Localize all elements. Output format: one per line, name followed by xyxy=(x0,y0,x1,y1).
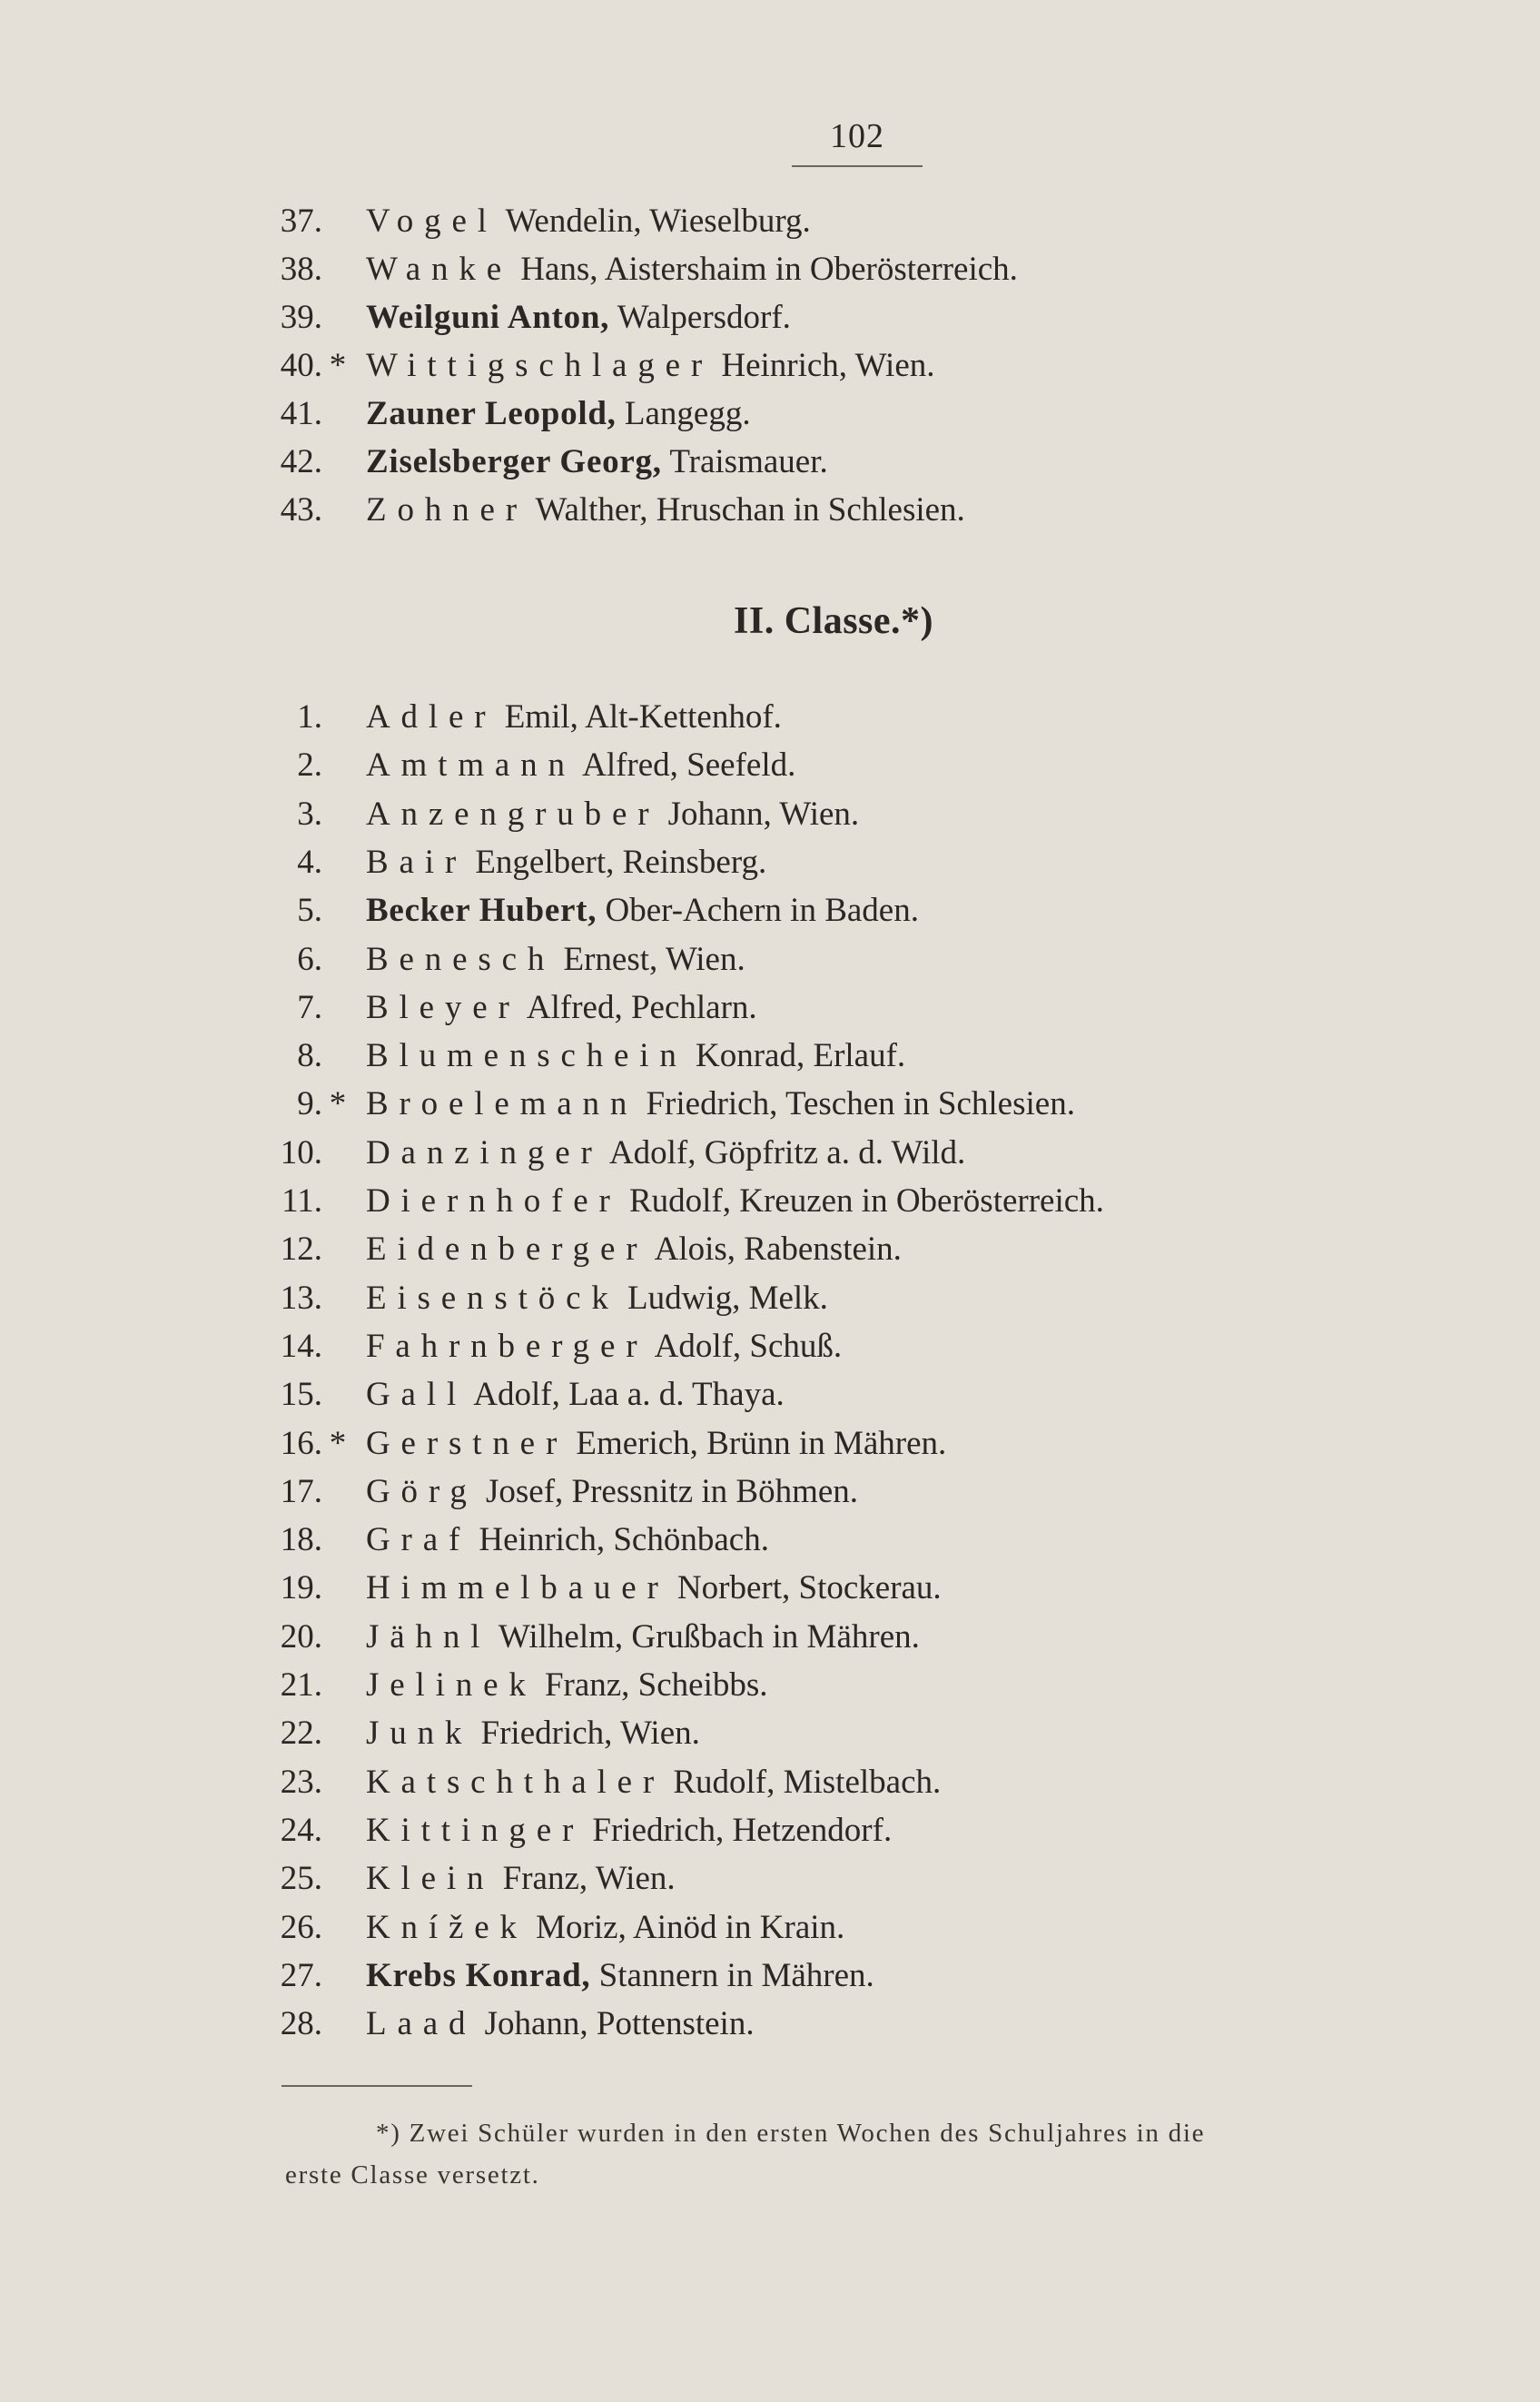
student-surname: Görg xyxy=(366,1472,478,1510)
student-surname: Jelinek xyxy=(366,1666,537,1704)
student-surname: Danzinger xyxy=(366,1133,603,1171)
page-number: 102 xyxy=(830,117,884,155)
entry-number: 6. xyxy=(297,940,322,978)
student-surname: Eisenstöck xyxy=(366,1279,619,1317)
entry-text xyxy=(366,791,859,838)
student-details: Friedrich, Wien. xyxy=(480,1715,700,1753)
student-details: Adolf, Göpfritz a. d. Wild. xyxy=(608,1133,966,1171)
entry-number: 14. xyxy=(280,1327,322,1365)
entry-text xyxy=(366,742,795,789)
entry-number: 4. xyxy=(297,843,322,881)
section-title: II. Classe.*) xyxy=(734,600,934,642)
student-surname: Graf xyxy=(366,1521,471,1559)
student-details: Josef, Pressnitz in Böhmen. xyxy=(485,1472,859,1510)
entry-text xyxy=(366,1178,1104,1225)
student-details: Walpersdorf. xyxy=(617,299,791,336)
student-surname: Becker Hubert, xyxy=(366,892,597,930)
entry-text xyxy=(366,887,919,934)
entry-number: 3. xyxy=(297,795,322,833)
student-details: Stannern in Mähren. xyxy=(598,1956,874,1994)
student-details: Ober-Achern in Baden. xyxy=(605,892,919,930)
entry-text xyxy=(366,1662,768,1709)
entry-number: 12. xyxy=(280,1231,322,1269)
entry-number: 28. xyxy=(280,2005,322,2043)
entry-text xyxy=(366,1468,858,1516)
student-surname: Vogel xyxy=(366,203,498,240)
entry-text xyxy=(366,694,782,741)
entry-text xyxy=(366,1710,700,1757)
entry-number: 15. xyxy=(280,1376,322,1414)
entry-text xyxy=(366,487,965,534)
entry-text xyxy=(366,1952,874,2000)
entry-text xyxy=(366,936,745,984)
footnote-line-2: erste Classe versetzt. xyxy=(285,2160,540,2189)
entry-text xyxy=(366,1759,941,1806)
student-details: Engelbert, Reinsberg. xyxy=(475,843,767,881)
student-details: Alois, Rabenstein. xyxy=(654,1231,902,1269)
student-surname: Krebs Konrad, xyxy=(366,1956,591,1994)
entry-number: 39. xyxy=(280,299,322,336)
entry-text xyxy=(366,839,766,886)
entry-text xyxy=(366,246,1018,293)
entry-number: 20. xyxy=(280,1617,322,1656)
footnote-rule xyxy=(281,2085,472,2087)
entry-number: 43. xyxy=(280,491,322,529)
entry-number: 42. xyxy=(280,443,322,480)
student-surname: Wanke xyxy=(366,251,513,288)
entry-text xyxy=(366,1565,942,1612)
student-surname: Eidenberger xyxy=(366,1231,648,1269)
student-details: Wendelin, Wieselburg. xyxy=(505,203,811,240)
student-surname: Anzengruber xyxy=(366,795,660,833)
entry-number: 26. xyxy=(280,1908,322,1946)
student-surname: Kittinger xyxy=(366,1811,585,1849)
entry-text xyxy=(366,1371,785,1418)
student-surname: Bair xyxy=(366,843,468,881)
entry-number: 27. xyxy=(280,1956,322,1994)
entry-number: 18. xyxy=(280,1521,322,1559)
student-details: Langegg. xyxy=(624,395,751,432)
footnote xyxy=(285,2112,1456,2196)
student-surname: Blumenschein xyxy=(366,1037,687,1075)
student-surname: Adler xyxy=(366,698,497,736)
student-details: Moriz, Ainöd in Krain. xyxy=(536,1908,845,1946)
footnote-line-1: *) Zwei Schüler wurden in den ersten Wochen des Schuljahres in die xyxy=(376,2119,1206,2148)
entry-text xyxy=(366,1855,676,1903)
student-surname: Gall xyxy=(366,1376,468,1414)
entry-text xyxy=(366,342,935,390)
entry-number: 25. xyxy=(280,1860,322,1898)
student-details: Heinrich, Wien. xyxy=(721,347,935,384)
student-surname: Himmelbauer xyxy=(366,1569,669,1607)
student-surname: Amtmann xyxy=(366,746,576,785)
student-details: Friedrich, Hetzendorf. xyxy=(592,1811,893,1849)
student-details: Heinrich, Schönbach. xyxy=(479,1521,769,1559)
entry-text xyxy=(366,439,828,486)
entry-number: 22. xyxy=(280,1715,322,1753)
entry-number: 2. xyxy=(297,746,322,785)
student-surname: Zauner Leopold, xyxy=(366,395,617,432)
student-surname: Weilguni Anton, xyxy=(366,299,610,336)
entry-marker: * xyxy=(329,1424,347,1462)
student-details: Walther, Hruschan in Schlesien. xyxy=(535,491,965,529)
student-details: Friedrich, Teschen in Schlesien. xyxy=(646,1085,1075,1123)
entry-text xyxy=(366,294,791,341)
entry-text xyxy=(366,1517,769,1564)
entry-number: 23. xyxy=(280,1763,322,1801)
student-details: Rudolf, Mistelbach. xyxy=(673,1763,942,1801)
entry-text xyxy=(366,1323,842,1370)
entry-text xyxy=(366,1420,946,1468)
student-surname: Junk xyxy=(366,1715,473,1753)
student-surname: Gerstner xyxy=(366,1424,568,1462)
entry-text xyxy=(366,390,751,438)
entry-text xyxy=(366,1226,902,1273)
entry-number: 10. xyxy=(280,1133,322,1171)
entry-number: 7. xyxy=(297,988,322,1026)
entry-number: 37. xyxy=(280,203,322,240)
student-surname: Katschthaler xyxy=(366,1763,666,1801)
student-surname: Laad xyxy=(366,2005,477,2043)
entry-text xyxy=(366,1130,965,1177)
student-details: Adolf, Laa a. d. Thaya. xyxy=(473,1376,785,1414)
student-surname: Diernhofer xyxy=(366,1182,621,1220)
student-surname: Fahrnberger xyxy=(366,1327,648,1365)
student-surname: Wittigschlager xyxy=(366,347,714,384)
student-details: Johann, Pottenstein. xyxy=(484,2005,755,2043)
student-surname: Benesch xyxy=(366,940,556,978)
student-details: Rudolf, Kreuzen in Oberösterreich. xyxy=(628,1182,1104,1220)
student-surname: Jähnl xyxy=(366,1617,491,1656)
student-surname: Knížek xyxy=(366,1908,528,1946)
entry-number: 38. xyxy=(280,251,322,288)
entry-number: 1. xyxy=(297,698,322,736)
entry-text xyxy=(366,1275,828,1322)
student-details: Konrad, Erlauf. xyxy=(696,1037,906,1075)
entry-number: 8. xyxy=(297,1037,322,1075)
entry-number: 13. xyxy=(280,1279,322,1317)
entry-text xyxy=(366,198,811,245)
entry-number: 5. xyxy=(297,892,322,930)
entry-text xyxy=(366,1904,844,1952)
entry-number: 24. xyxy=(280,1811,322,1849)
student-surname: Zohner xyxy=(366,491,528,529)
student-details: Hans, Aistershaim in Oberösterreich. xyxy=(520,251,1018,288)
page-number-rule xyxy=(792,165,923,167)
entry-number: 19. xyxy=(280,1569,322,1607)
entry-marker: * xyxy=(329,1085,347,1123)
entry-number: 21. xyxy=(280,1666,322,1704)
student-details: Alfred, Pechlarn. xyxy=(526,988,757,1026)
entry-number: 11. xyxy=(281,1182,322,1220)
entry-text xyxy=(366,984,757,1032)
student-details: Norbert, Stockerau. xyxy=(676,1569,942,1607)
student-details: Johann, Wien. xyxy=(667,795,860,833)
student-details: Ludwig, Melk. xyxy=(627,1279,828,1317)
entry-marker: * xyxy=(329,347,347,384)
student-surname: Broelemann xyxy=(366,1085,638,1123)
entry-number: 9. xyxy=(297,1085,322,1123)
student-details: Franz, Wien. xyxy=(502,1860,676,1898)
entry-text xyxy=(366,2001,755,2048)
entry-number: 41. xyxy=(280,395,322,432)
student-surname: Bleyer xyxy=(366,988,520,1026)
student-surname: Ziselsberger Georg, xyxy=(366,443,662,480)
student-details: Emerich, Brünn in Mähren. xyxy=(576,1424,947,1462)
entry-number: 40. xyxy=(280,347,322,384)
entry-number: 16. xyxy=(280,1424,322,1462)
student-details: Ernest, Wien. xyxy=(563,940,745,978)
student-details: Wilhelm, Grußbach in Mähren. xyxy=(498,1617,920,1656)
entry-text xyxy=(366,1033,905,1080)
student-details: Alfred, Seefeld. xyxy=(582,746,796,785)
entry-number: 17. xyxy=(280,1472,322,1510)
student-details: Franz, Scheibbs. xyxy=(544,1666,768,1704)
entry-text xyxy=(366,1081,1075,1128)
student-details: Emil, Alt-Kettenhof. xyxy=(504,698,782,736)
entry-text xyxy=(366,1614,920,1661)
student-details: Adolf, Schuß. xyxy=(654,1327,843,1365)
student-surname: Klein xyxy=(366,1860,495,1898)
student-details: Traismauer. xyxy=(669,443,828,480)
entry-text xyxy=(366,1807,892,1854)
